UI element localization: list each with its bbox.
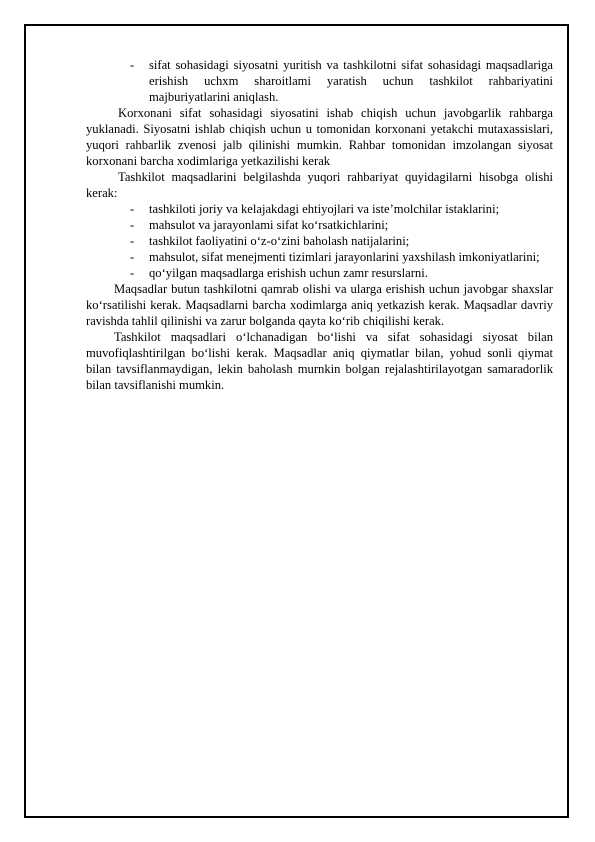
paragraph-policy-responsibility: Korxonani sifat sohasidagi siyosatini ishab chiqish uchun javobgarlik rahbarga yuklanadi. Siyosatni ishlab chiqish uchun u tomonidan korxonani yetakchi mutaxassislari, yuqori rahbarlik zvenosi jalb qilinishi mumkin. Rahbar tomonidan imzolangan siyosat korxonani barcha xodimlariga yetkazilishi kerak: [86, 106, 553, 168]
list-item-text: sifat sohasidagi siyosatni yuritish va tashkilotni sifat sohasidagi maqsadlariga erishish uchxm sharoitlami yaratish uchun tashkilot rahbariyatini majburiyatlarini aniqlash.: [149, 58, 553, 104]
list-marker: -: [130, 202, 135, 216]
list-marker: -: [130, 218, 135, 232]
list-item-text: tashkilot faoliyatini o‘z-o‘zini baholash natijalarini;: [149, 234, 410, 248]
list-marker: -: [130, 234, 135, 248]
list-item: [86, 201, 553, 217]
list-item: [86, 233, 553, 249]
document-body: [86, 57, 553, 393]
list-objectives-responsibility: [86, 57, 553, 105]
list-item-text: mahsulot, sifat menejmenti tizimlari jarayonlarini yaxshilash imkoniyatlarini;: [149, 250, 540, 264]
list-item-text: qo‘yilgan maqsadlarga erishish uchun zamr resurslarni.: [149, 266, 428, 280]
list-item: [86, 265, 553, 281]
list-marker: -: [130, 250, 135, 264]
list-objectives-considerations: [86, 201, 553, 281]
list-item: [86, 57, 553, 105]
list-item: [86, 249, 553, 265]
list-marker: -: [130, 266, 135, 280]
list-item-text: mahsulot va jarayonlami sifat ko‘rsatkichlarini;: [149, 218, 389, 232]
paragraph-objectives-measurable: Tashkilot maqsadlari o‘lchanadigan bo‘lishi va sifat sohasidagi siyosat bilan muvofiqlashtirilgan bo‘lishi kerak. Maqsadlar aniq qiymatlar bilan, yohud sonli qiymat bilan tavsiflanmaydigan, lekin baholash murnkin bolgan rejalashtirilayotgan samaradorlik bilan tavsiflanishi mumkin.: [86, 330, 553, 392]
list-item: [86, 217, 553, 233]
list-marker: -: [130, 58, 135, 72]
paragraph-objectives-intro: Tashkilot maqsadlarini belgilashda yuqori rahbariyat quyidagilarni hisobga olishi kerak:: [86, 170, 553, 200]
list-item-text: tashkiloti joriy va kelajakdagi ehtiyojlari va iste’molchilar istaklarini;: [149, 202, 500, 216]
paragraph-objectives-scope: Maqsadlar butun tashkilotni qamrab olishi va ularga erishish uchun javobgar shaxslar ko‘rsatilishi kerak. Maqsadlarni barcha xodimlarga aniq yetkazish kerak. Maqsadlar davriy ravishda tahlil qilinishi va zarur bolganda qayta ko‘rib chiqilishi kerak.: [86, 282, 553, 328]
